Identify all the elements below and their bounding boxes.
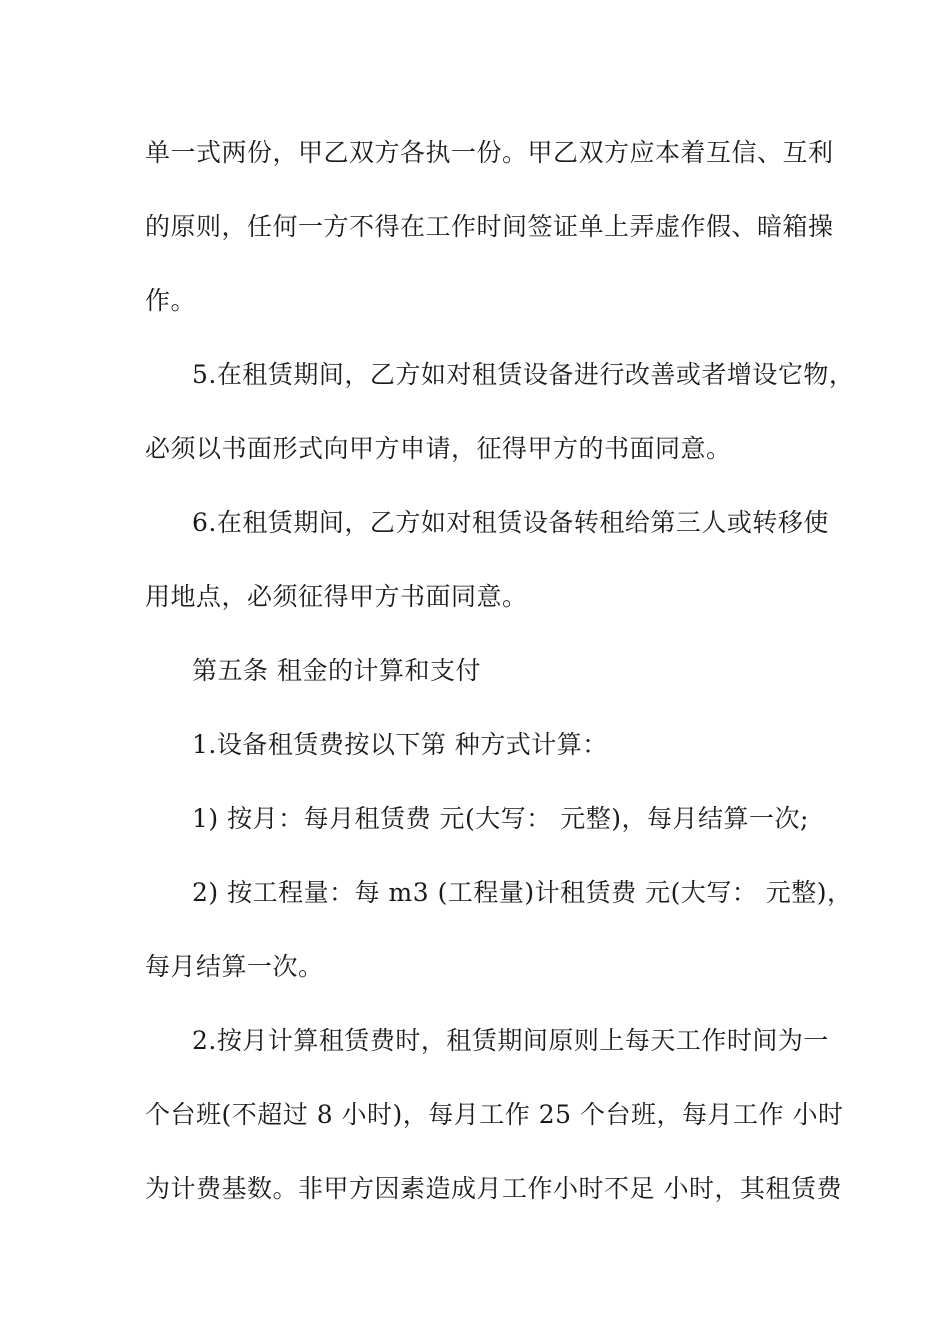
paragraph-line: 5.在租赁期间，乙方如对租赁设备进行改善或者增设它物， <box>192 360 855 389</box>
paragraph-line: 2) 按工程量：每 m3 (工程量)计租赁费 元(大写： 元整)， <box>192 878 853 907</box>
paragraph-line: 单一式两份，甲乙双方各执一份。甲乙双方应本着互信、互利 <box>145 138 834 167</box>
paragraph-line: 必须以书面形式向甲方申请，征得甲方的书面同意。 <box>145 434 732 463</box>
paragraph-line: 1) 按月：每月租赁费 元(大写： 元整)，每月结算一次; <box>192 804 809 833</box>
paragraph-line: 作。 <box>145 286 197 315</box>
paragraph-line: 6.在租赁期间，乙方如对租赁设备转租给第三人或转移使 <box>192 508 829 537</box>
paragraph-line: 每月结算一次。 <box>145 952 324 981</box>
paragraph-line: 用地点，必须征得甲方书面同意。 <box>145 582 528 611</box>
section-heading: 第五条 租金的计算和支付 <box>192 656 481 685</box>
paragraph-line: 的原则，任何一方不得在工作时间签证单上弄虚作假、暗箱操 <box>145 212 834 241</box>
paragraph-line: 个台班(不超过 8 小时)，每月工作 25 个台班，每月工作 小时 <box>145 1100 844 1129</box>
paragraph-line: 为计费基数。非甲方因素造成月工作小时不足 小时，其租赁费 <box>145 1174 842 1203</box>
paragraph-line: 1.设备租赁费按以下第 种方式计算： <box>192 730 608 759</box>
paragraph-line: 2.按月计算租赁费时，租赁期间原则上每天工作时间为一 <box>192 1026 829 1055</box>
